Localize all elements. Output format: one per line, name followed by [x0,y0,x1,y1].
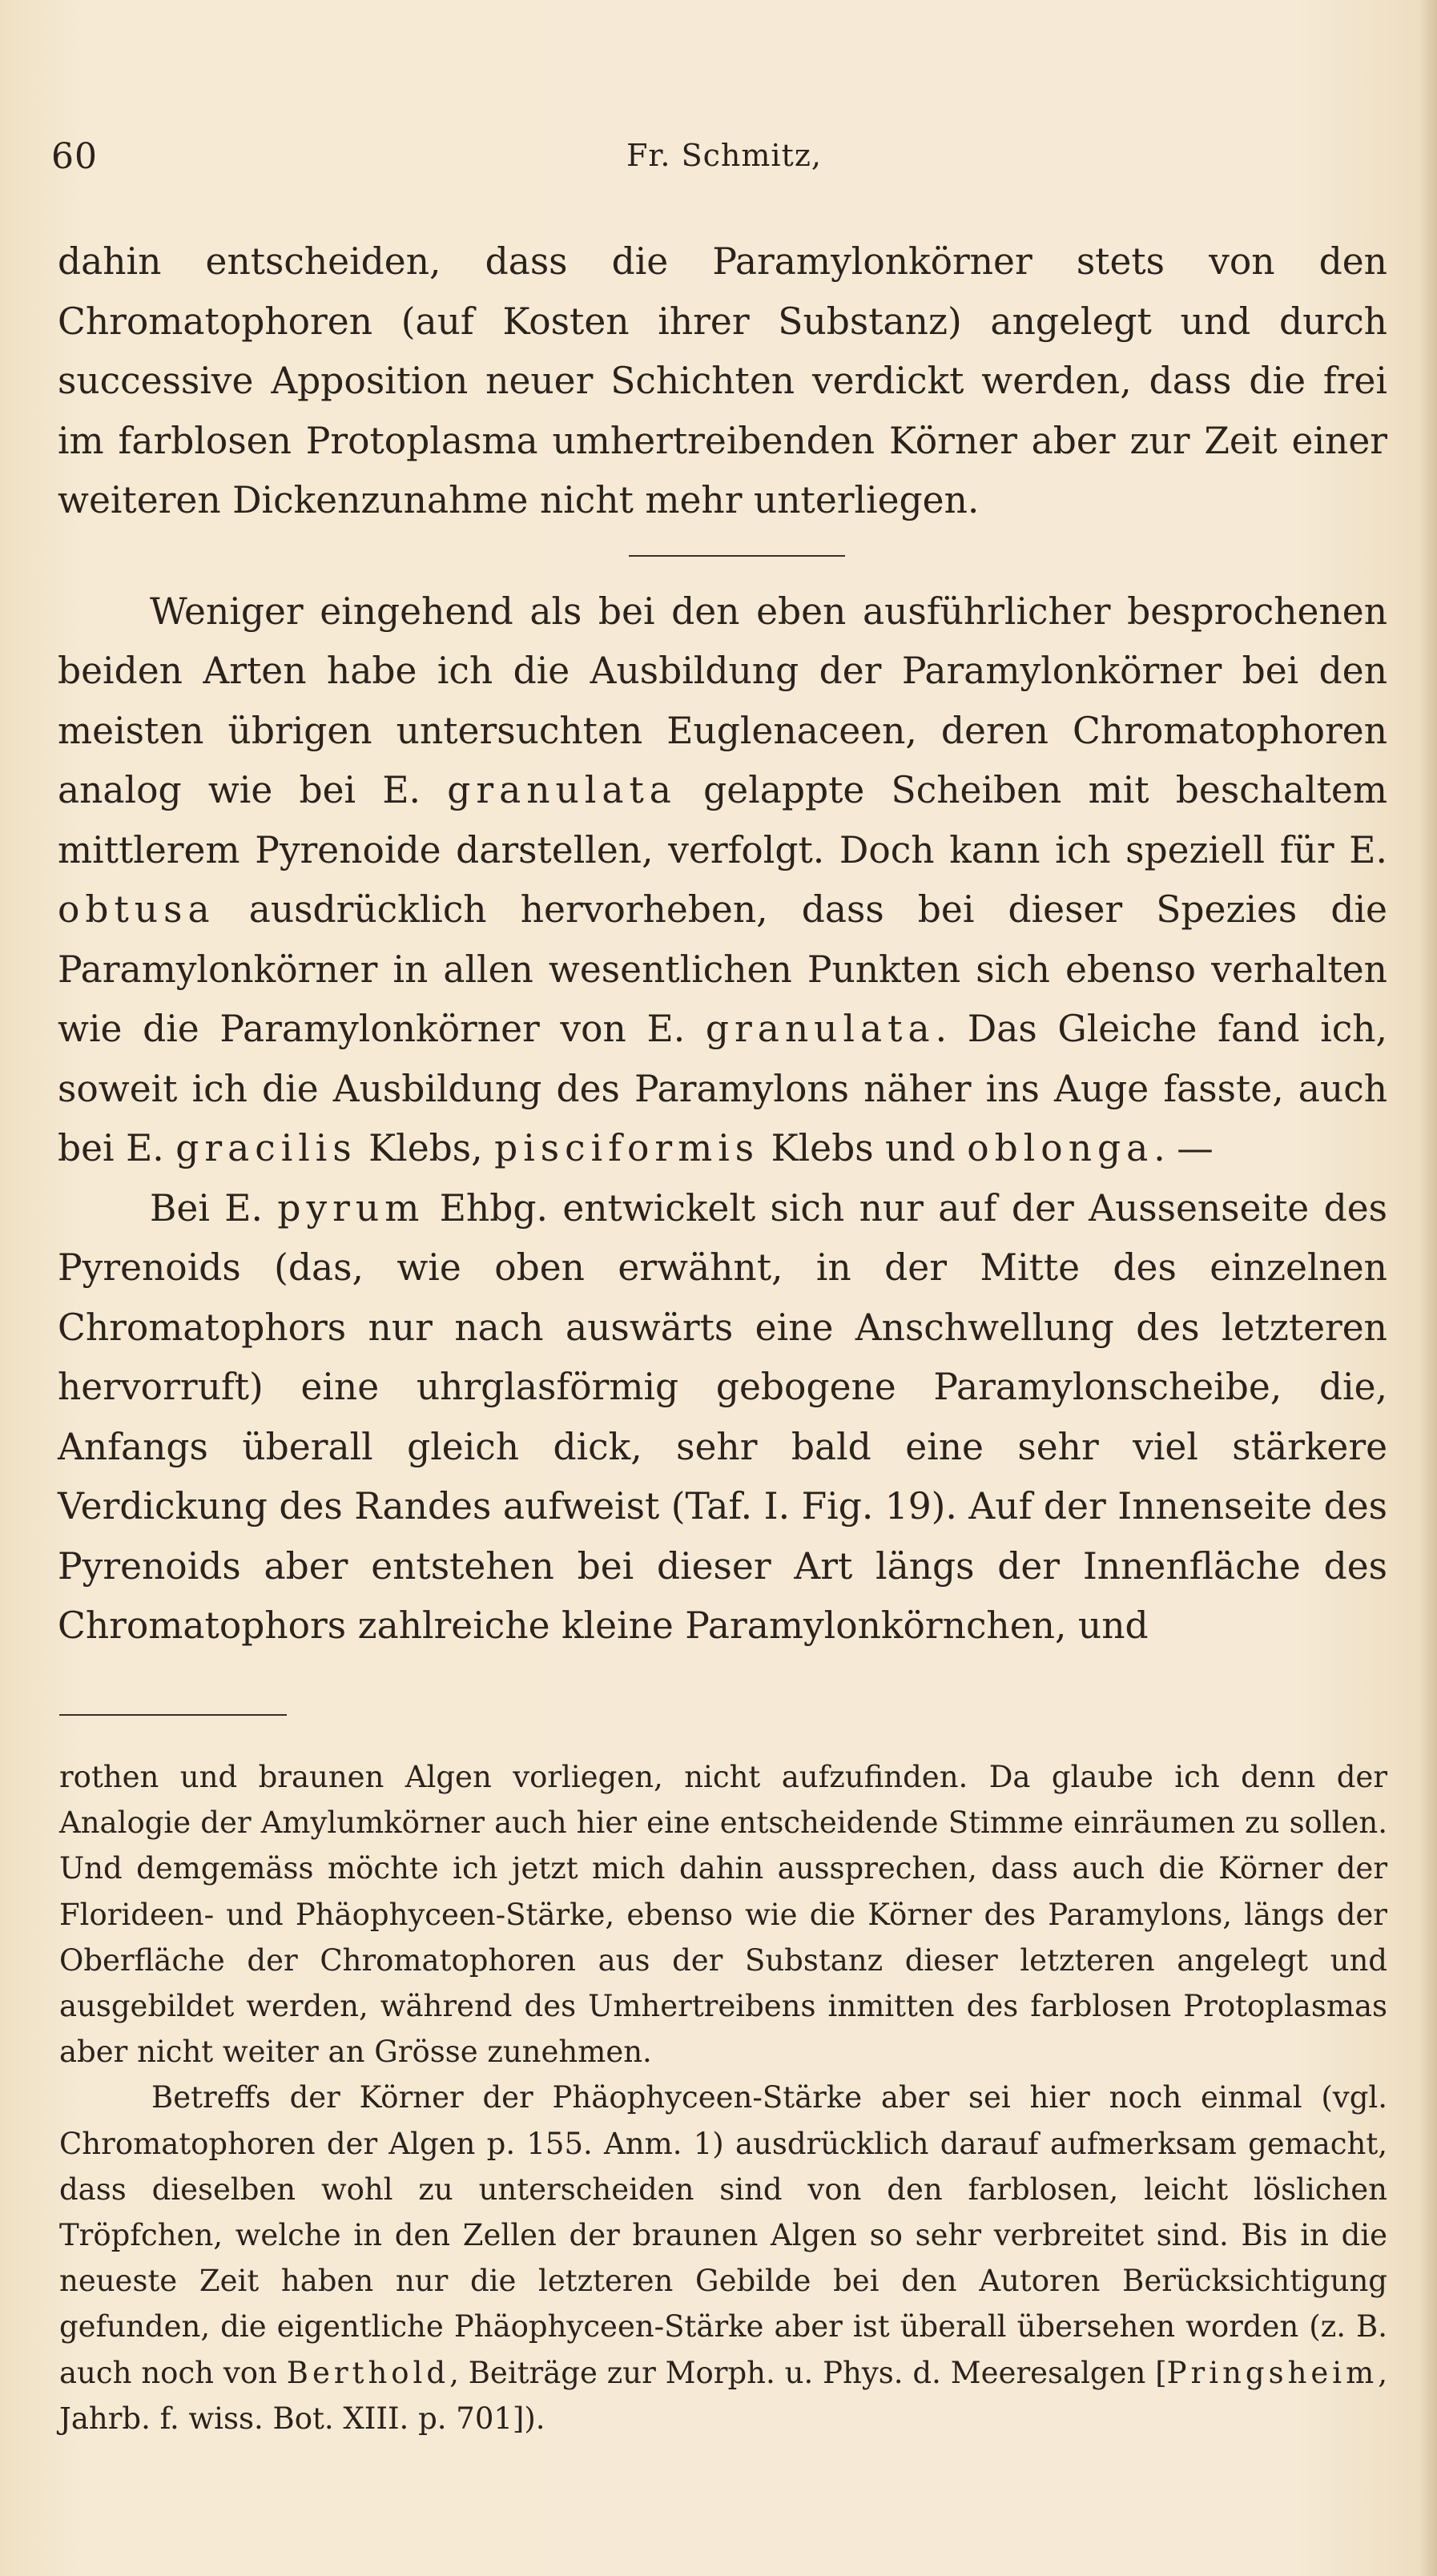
footnote-divider [59,1714,287,1716]
text-run: Klebs, [356,1127,495,1169]
page-edge-shadow [1419,0,1437,2576]
paragraph-1: dahin entscheiden, dass die Paramylonkörner stets von den Chromatophoren (auf Kosten ihrer Substanz) angelegt und durch successive Apposition neuer Schichten verdickt werden, dass die frei im farblosen Protoplasma umhertreibenden Körner aber zur Zeit einer weiteren Dickenzunahme nicht mehr unterliegen. [58,240,1387,521]
footnotes [59,1754,1387,2441]
text-run: . — [1153,1127,1214,1169]
text-run: ausdrücklich hervorheben, dass bei dieser Spezies die Paramylonkörner in allen wesentlichen Punkten sich ebenso verhalten wie die Paramylonkörner von E. [58,888,1387,1050]
text-run: Klebs und [759,1127,968,1169]
footnote-paragraph-1: rothen und braunen Algen vorliegen, nicht aufzufinden. Da glaube ich denn der Analogie der Amylumkörner auch hier eine entscheidende Stimme einräumen zu sollen. Und demgemäss möchte ich jetzt mich dahin aussprechen, dass auch die Körner der Florideen- und Phäophyceen-Stärke, ebenso wie die Körner des Paramylons, längs der Oberfläche der Chromatophoren aus der Substanz dieser letzteren angelegt und ausgebildet werden, während des Umhertreibens inmitten des farblosen Protoplasmas aber nicht weiter an Grösse zunehmen. [59,1760,1387,2070]
text-run: Betreffs der Körner der Phäophyceen-Stärke aber sei hier noch einmal (vgl. Chromatophoren der Algen p. 155. Anm. 1) ausdrücklich darauf aufmerksam gemacht, dass dieselben wohl zu unterscheiden sind von den farblosen, leicht löslichen Tröpfchen, welche in den Zellen der braunen Algen so sehr verbreitet sind. Bis in die neueste Zeit haben nur die letzteren Gebilde bei den Autoren Berücksichtigung gefunden, die eigentliche Phäophyceen-Stärke aber ist überall übersehen worden (z. B. auch noch von [59,2080,1387,2390]
text-run: gelappte Scheiben mit beschaltem mittlerem Pyrenoide darstellen, verfolgt. Doch kann ich speziell für E. [58,769,1387,871]
species-name: obtusa [58,888,215,931]
section-divider [629,555,845,557]
paragraph-2 [58,582,1387,1179]
main-text [58,232,1387,1656]
paragraph-3 [58,1179,1387,1656]
page-number: 60 [51,136,98,177]
page-header [51,136,1397,184]
species-name: pyrum [277,1186,425,1230]
species-name: granulata [705,1008,936,1050]
text-run: Bei E. [150,1186,278,1230]
text-run: Ehbg. entwickelt sich nur auf der Aussenseite des Pyrenoids (das, wie oben erwähnt, in der Mitte des einzelnen Chromatophors nur nach auswärts eine Anschwellung des letzteren hervorruft) eine uhrglasförmig gebogene Paramylonscheibe, die, Anfangs überall gleich dick, sehr bald eine sehr viel stärkere Verdickung des Randes aufweist (Taf. I. Fig. 19). Auf der Innenseite des Pyrenoids aber entstehen bei dieser Art längs der Innenfläche des Chromatophors zahlreiche kleine Paramylonkörnchen, und [58,1186,1387,1647]
species-name: oblonga [967,1127,1154,1169]
text-run: , Jahrb. f. wiss. Bot. XIII. p. 701]). [59,2355,1387,2436]
author-name: Pringsheim [1166,2355,1379,2390]
author-name: Berthold [286,2355,450,2390]
footnote-paragraph-2 [59,2075,1387,2441]
text-run: . Das Gleiche fand ich, soweit ich die Ausbildung des Paramylons näher ins Auge fasste, auch bei E. [58,1008,1388,1169]
running-head: Fr. Schmitz, [626,138,822,173]
species-name: granulata [447,769,677,811]
species-name: gracilis [175,1127,357,1169]
text-run: , Beiträge zur Morph. u. Phys. d. Meeresalgen [ [449,2355,1167,2390]
species-name: pisciformis [494,1127,760,1169]
text-run: Weniger eingehend als bei den eben ausführlicher besprochenen beiden Arten habe ich die Ausbildung der Paramylonkörner bei den meisten übrigen untersuchten Euglenaceen, deren Chromatophoren analog wie bei E. [58,590,1387,811]
